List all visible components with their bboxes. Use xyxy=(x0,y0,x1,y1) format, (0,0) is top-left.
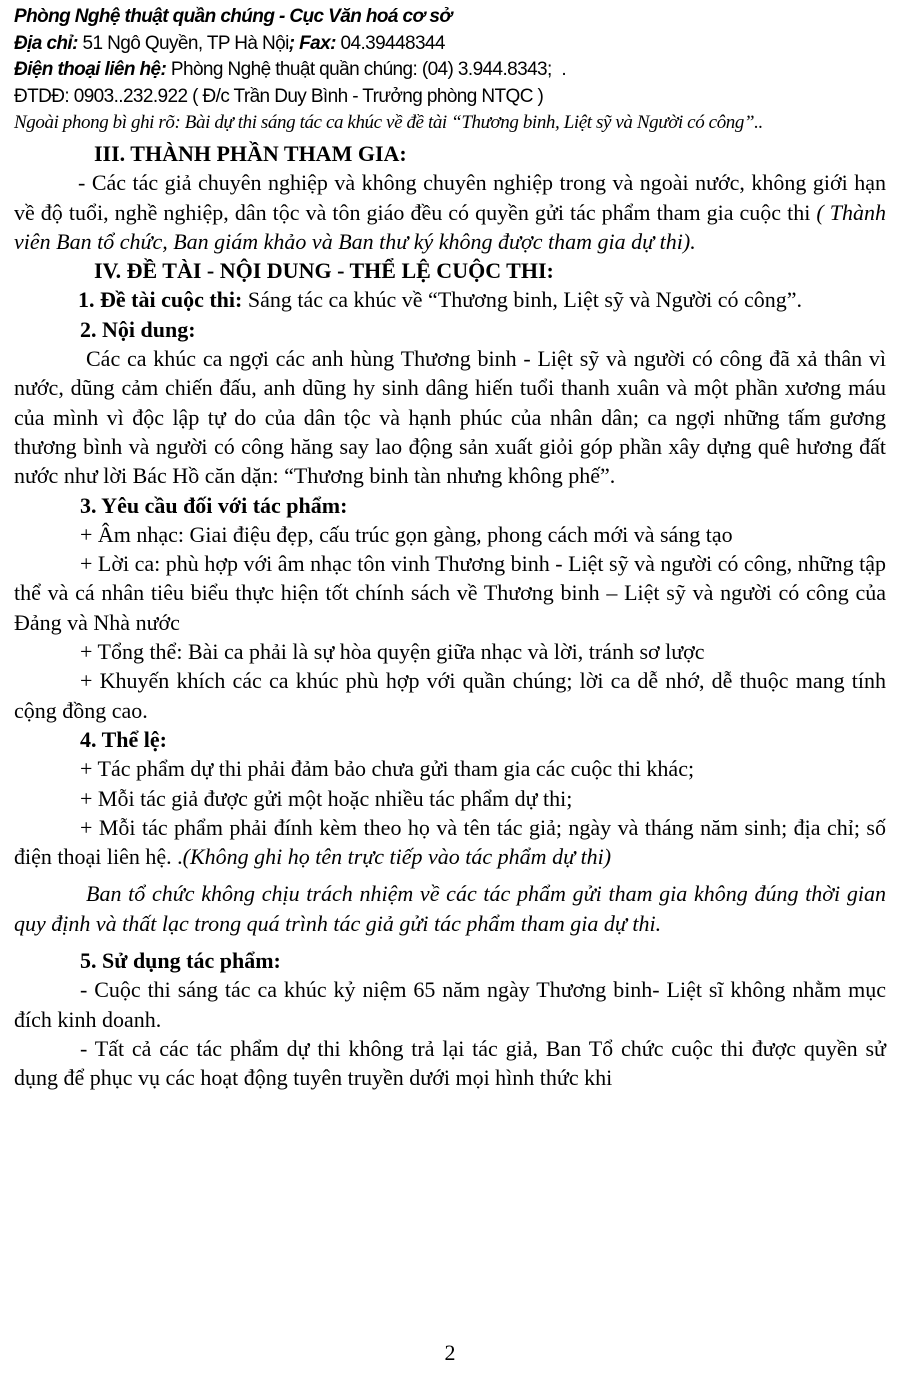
topic-paragraph xyxy=(14,285,886,314)
phone-line xyxy=(14,57,886,84)
mobile-line: ĐTDĐ: 0903..232.922 ( Đ/c Trần Duy Bình - Trưởng phòng NTQC ) xyxy=(14,85,544,107)
document-body xyxy=(14,139,886,1093)
rule-item-3-italic: (Không ghi họ tên trực tiếp vào tác phẩm dự thi) xyxy=(182,844,612,870)
usage-heading: 5. Sử dụng tác phẩm: xyxy=(80,948,281,974)
phone-value: Phòng Nghệ thuật quần chúng: (04) 3.944.8343; xyxy=(170,59,552,80)
fax-value: 04.39448344 xyxy=(340,32,445,54)
address-line xyxy=(14,31,886,58)
contact-block xyxy=(14,4,886,110)
envelope-note: Ngoài phong bì ghi rõ: Bài dự thi sáng tác ca khúc về đề tài “Thương binh, Liệt sỹ và Người có công”.. xyxy=(14,112,763,133)
rule-item xyxy=(14,813,886,872)
page-number: 2 xyxy=(444,1340,456,1365)
requirement-item: + Lời ca: phù hợp với âm nhạc tôn vinh Thương binh - Liệt sỹ và người có công, những tập thể và cá nhân tiêu biểu thực hiện tốt chính sách về Thương binh – Liệt sỹ và người có công của Đảng và Nhà nước xyxy=(14,551,886,635)
requirement-item: + Âm nhạc: Giai điệu đẹp, cấu trúc gọn gàng, phong cách mới và sáng tạo xyxy=(80,521,733,547)
fax-label: ; Fax: xyxy=(288,32,336,54)
section-3-paragraph xyxy=(14,168,886,256)
rule-item: + Mỗi tác giả được gửi một hoặc nhiều tác phẩm dự thi; xyxy=(80,785,573,811)
rule-item-3-text: + Mỗi tác phẩm phải đính kèm theo họ và tên tác giả; ngày và tháng năm sinh; địa chỉ; số điện thoại liên hệ. . xyxy=(14,814,886,870)
section-3-italic-note: ( Thành viên Ban tổ chức, Ban giám khảo và Ban thư ký không được tham gia dự thi). xyxy=(14,199,886,254)
section-3-text: - Các tác giả chuyên nghiệp và không chuyên nghiệp trong và ngoài nước, không giới hạn về độ tuổi, nghề nghiệp, dân tộc và tôn giáo đều có quyền gửi tác phẩm tham gia cuộc thi xyxy=(14,170,886,225)
usage-item: - Cuộc thi sáng tác ca khúc kỷ niệm 65 năm ngày Thương binh- Liệt sĩ không nhằm mục đích kinh doanh. xyxy=(14,977,886,1032)
phone-label: Điện thoại liên hệ: xyxy=(14,59,167,80)
section-3-heading: III. THÀNH PHẦN THAM GIA: xyxy=(94,141,407,166)
requirement-item: + Tổng thể: Bài ca phải là sự hòa quyện giữa nhạc và lời, tránh sơ lược xyxy=(80,639,705,665)
usage-item: - Tất cả các tác phẩm dự thi không trả lại tác giả, Ban Tổ chức cuộc thi được quyền sử dụng để phục vụ các hoạt động tuyên truyền dưới mọi hình thức khi xyxy=(14,1035,886,1091)
rules-disclaimer: Ban tổ chức không chịu trách nhiệm về các tác phẩm gửi tham gia không đúng thời gian quy định và thất lạc trong quá trình tác giả gửi tác phẩm tham gia dự thi. xyxy=(14,881,886,936)
rule-item: + Tác phẩm dự thi phải đảm bảo chưa gửi tham gia các cuộc thi khác; xyxy=(80,756,695,782)
requirement-item: + Khuyến khích các ca khúc phù hợp với quần chúng; lời ca dễ nhớ, dễ thuộc mang tính cộng đồng cao. xyxy=(14,668,886,723)
topic-text: Sáng tác ca khúc về “Thương binh, Liệt sỹ và Người có công”. xyxy=(247,287,803,313)
content-heading: 2. Nội dung: xyxy=(80,316,196,342)
requirements-heading: 3. Yêu cầu đối với tác phẩm: xyxy=(80,492,348,518)
content-paragraph: Các ca khúc ca ngợi các anh hùng Thương binh - Liệt sỹ và người có công đã xả thân vì nước, dũng cảm chiến đấu, anh dũng hy sinh dâng hiến tuổi thanh xuân và một phần xương máu của mình vì độc lập tự do của dân tộc và hạnh phúc của nhân dân; ca ngợi những tấm gương thương bình và người có công hăng say lao động sản xuất giỏi góp phần xây dựng quê hương đất nước như lời Bác Hồ căn dặn: “Thương binh tàn nhưng không phế”. xyxy=(14,346,886,489)
department-line: Phòng Nghệ thuật quần chúng - Cục Văn hoá cơ sở xyxy=(14,6,452,27)
document-page xyxy=(14,4,886,1093)
rules-heading: 4. Thể lệ: xyxy=(80,726,167,752)
phone-tail: . xyxy=(561,59,567,80)
topic-label: 1. Đề tài cuộc thi: xyxy=(78,287,243,313)
section-4-heading: IV. ĐỀ TÀI - NỘI DUNG - THỂ LỆ CUỘC THI: xyxy=(94,258,554,284)
address-label: Địa chỉ: xyxy=(14,32,78,54)
address-value: 51 Ngô Quyền, TP Hà Nội xyxy=(82,32,289,54)
